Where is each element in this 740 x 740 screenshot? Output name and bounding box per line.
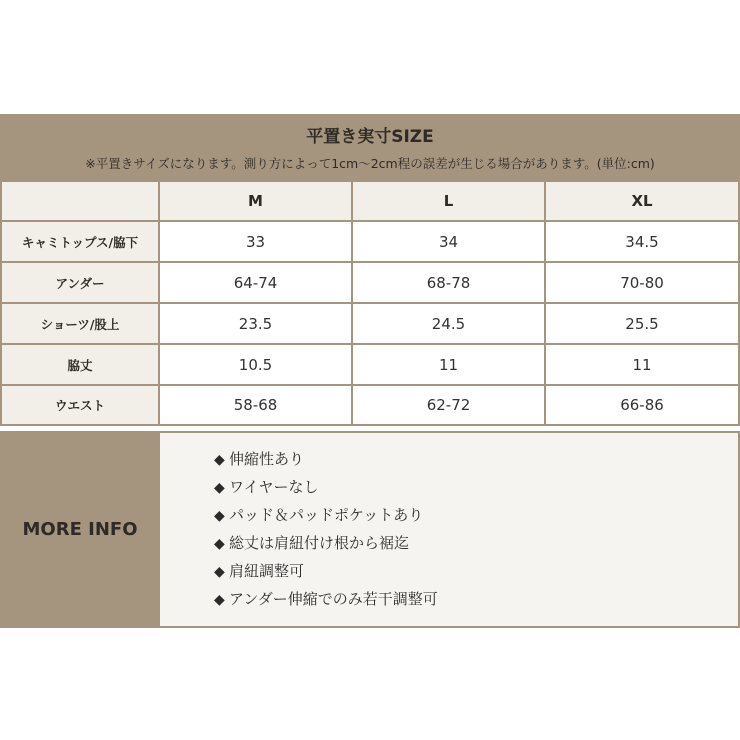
table-cell: 34.5 <box>546 222 738 261</box>
more-info-panel <box>160 433 738 626</box>
table-cell: 68-78 <box>353 263 544 302</box>
feature-text: アンダー伸縮でのみ若干調整可 <box>229 590 438 608</box>
list-item <box>214 501 438 529</box>
table-cell: 70-80 <box>546 263 738 302</box>
row-label-side-length: 脇丈 <box>2 345 158 384</box>
table-cell: 23.5 <box>160 304 351 343</box>
diamond-bullet-icon: ◆ <box>214 564 225 580</box>
column-header-xl: XL <box>546 182 738 220</box>
table-cell: 64-74 <box>160 263 351 302</box>
size-table-header <box>0 114 740 182</box>
feature-text: 肩紐調整可 <box>229 562 305 580</box>
feature-text: ワイヤーなし <box>229 478 319 496</box>
diamond-bullet-icon: ◆ <box>214 536 225 552</box>
size-table-title: 平置き実寸SIZE <box>306 127 434 147</box>
size-table-note: ※平置きサイズになります。測り方によって1cm〜2cm程の誤差が生じる場合があります。(単位:cm) <box>85 156 655 171</box>
row-label-under: アンダー <box>2 263 158 302</box>
column-header-m: M <box>160 182 351 220</box>
row-label-shorts-rise: ショーツ/股上 <box>2 304 158 343</box>
feature-list <box>214 445 438 613</box>
row-label-camisole-underarm: キャミトップス/脇下 <box>2 222 158 261</box>
table-cell: 62-72 <box>353 386 544 424</box>
table-corner-cell <box>2 182 158 220</box>
diamond-bullet-icon: ◆ <box>214 480 225 496</box>
diamond-bullet-icon: ◆ <box>214 452 225 468</box>
table-cell: 58-68 <box>160 386 351 424</box>
size-table <box>0 114 740 426</box>
list-item <box>214 529 438 557</box>
feature-text: 総丈は肩紐付け根から裾迄 <box>229 534 410 552</box>
more-info-title: MORE INFO <box>22 519 138 540</box>
table-cell: 25.5 <box>546 304 738 343</box>
table-cell: 10.5 <box>160 345 351 384</box>
feature-text: パッド＆パッドポケットあり <box>229 506 424 524</box>
table-cell: 33 <box>160 222 351 261</box>
row-label-waist: ウエスト <box>2 386 158 424</box>
table-cell: 11 <box>353 345 544 384</box>
list-item <box>214 473 438 501</box>
table-cell: 66-86 <box>546 386 738 424</box>
table-cell: 11 <box>546 345 738 384</box>
list-item <box>214 445 438 473</box>
list-item <box>214 585 438 613</box>
feature-text: 伸縮性あり <box>229 450 305 468</box>
more-info-section <box>0 431 740 628</box>
list-item <box>214 557 438 585</box>
table-cell: 34 <box>353 222 544 261</box>
diamond-bullet-icon: ◆ <box>214 508 225 524</box>
diamond-bullet-icon: ◆ <box>214 592 225 608</box>
table-cell: 24.5 <box>353 304 544 343</box>
column-header-l: L <box>353 182 544 220</box>
